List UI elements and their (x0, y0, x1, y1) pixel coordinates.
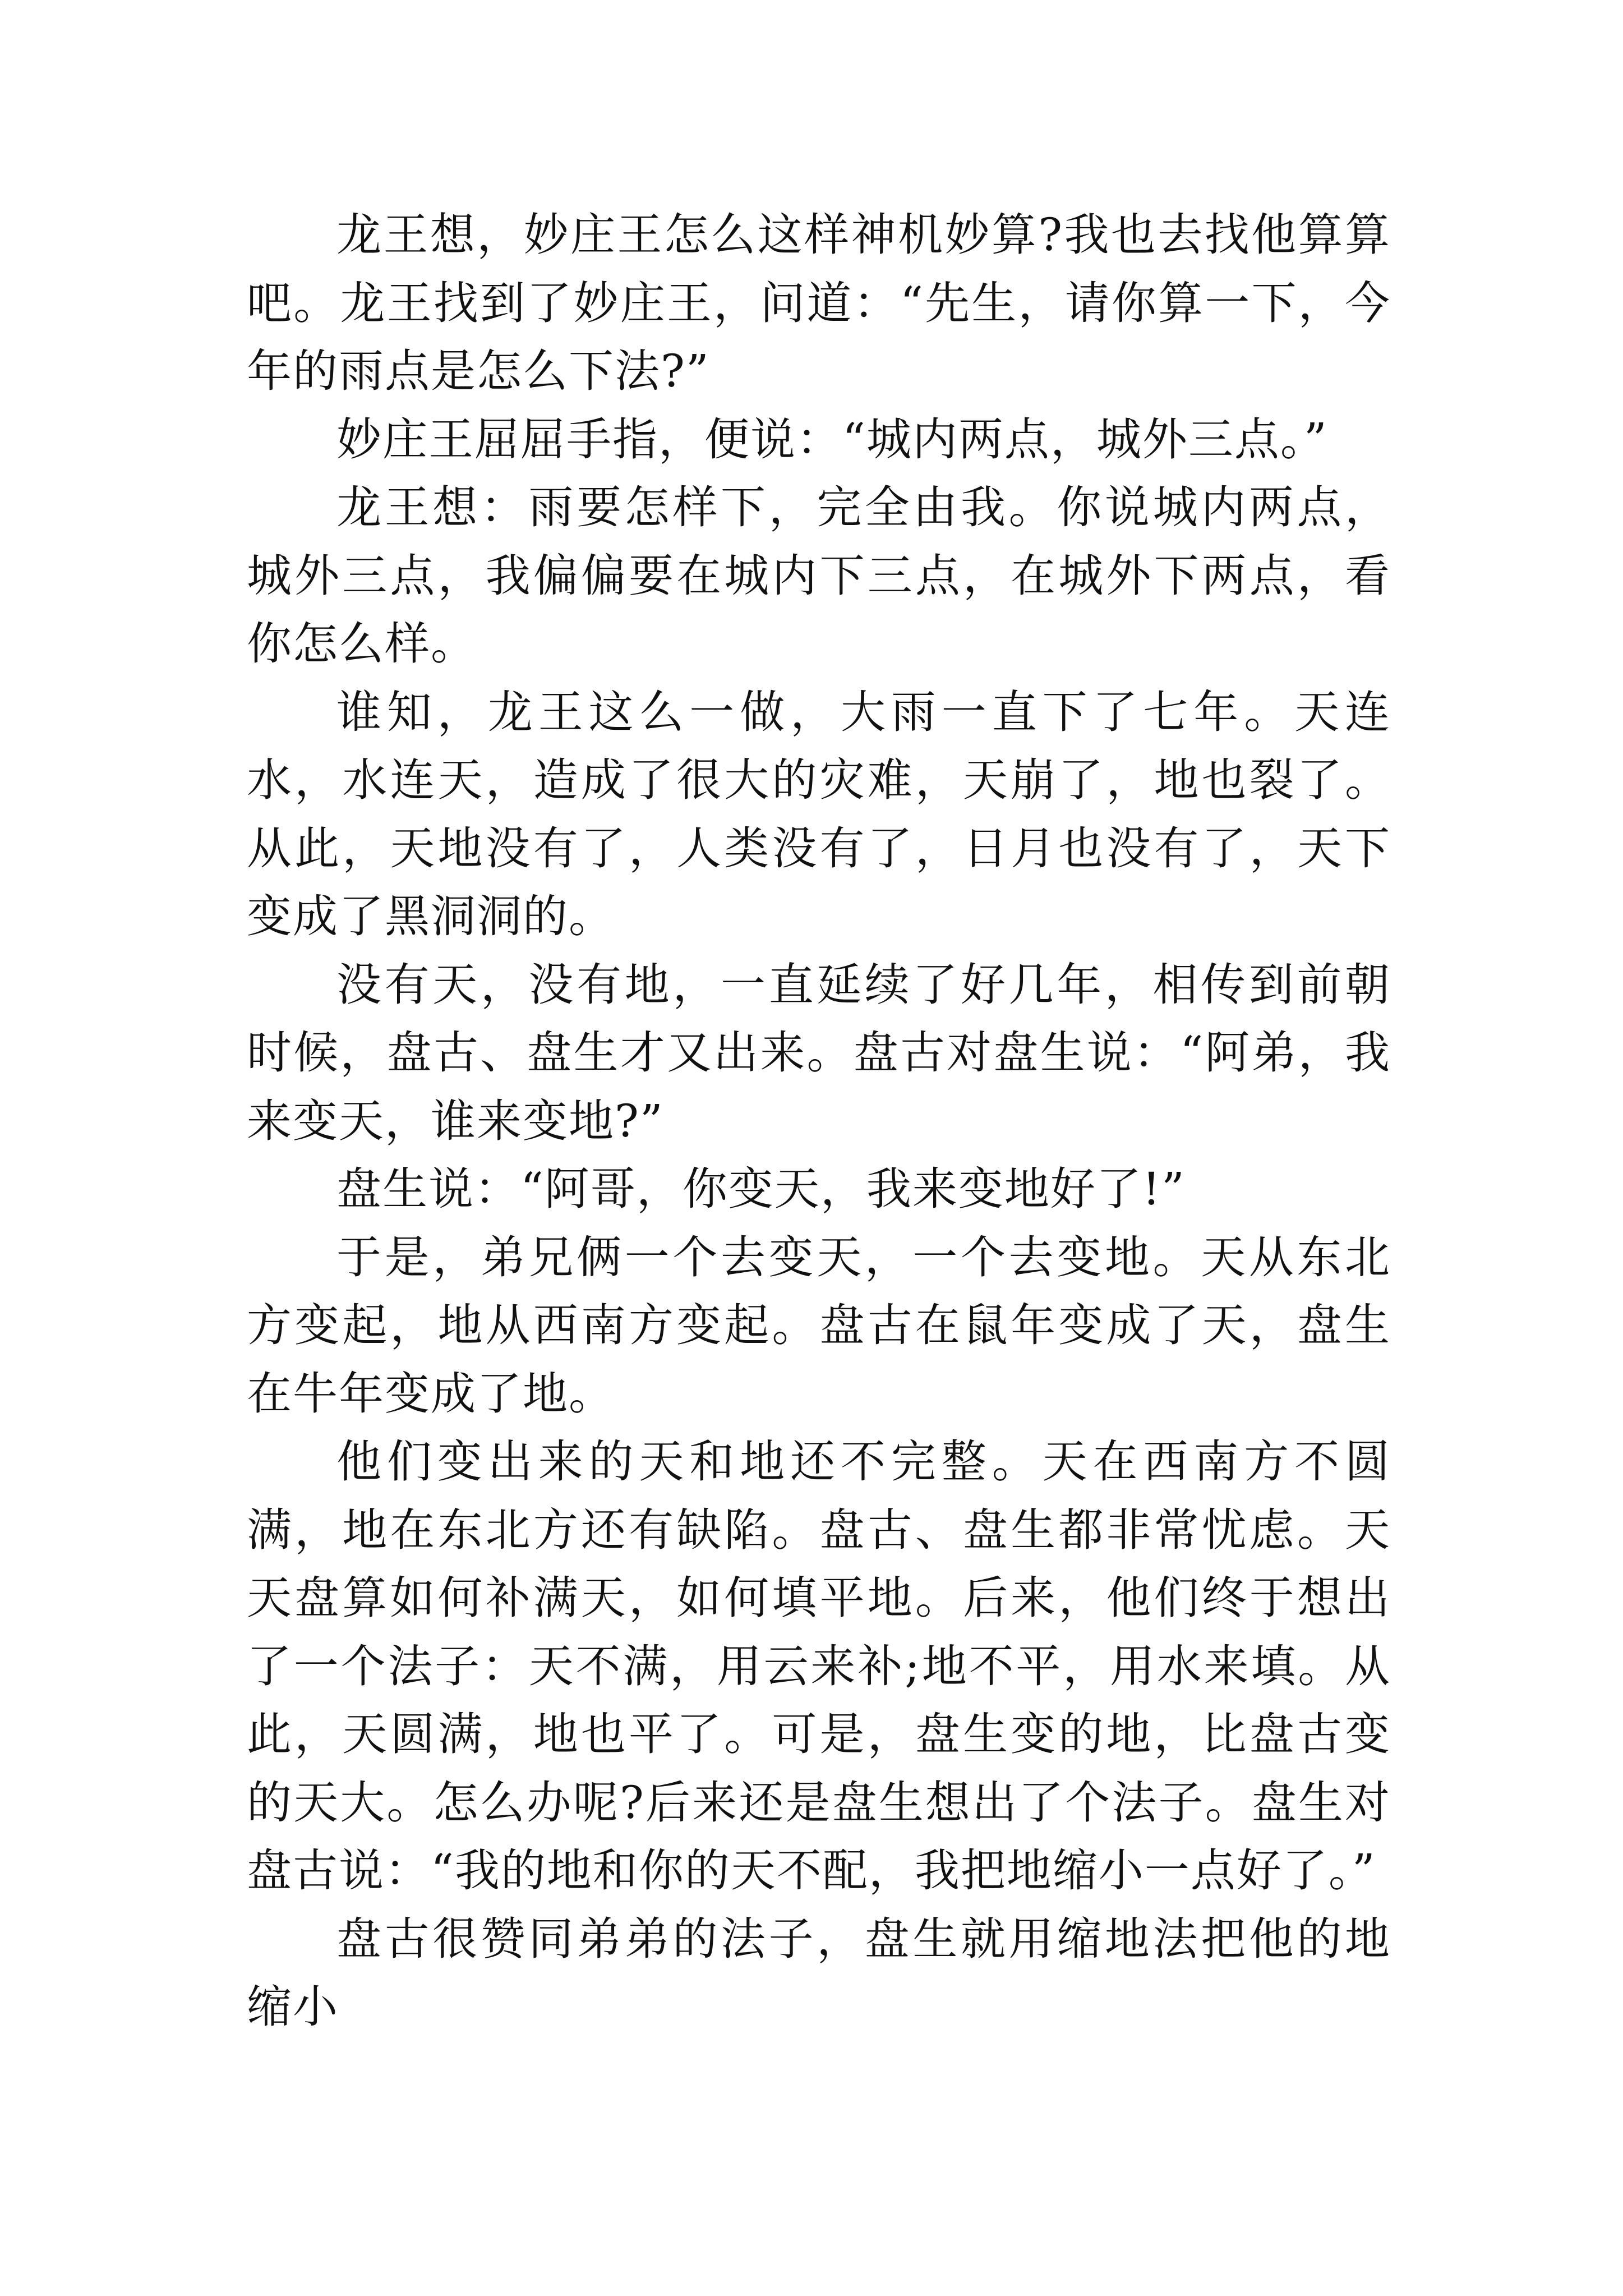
paragraph: 龙王想：雨要怎样下，完全由我。你说城内两点，城外三点，我偏偏要在城内下三点，在城外下两点，看你怎么样。 (247, 481, 1391, 670)
body-text (247, 201, 1391, 2041)
paragraph: 于是，弟兄俩一个去变天，一个去变地。天从东北方变起，地从西南方变起。盘古在鼠年变成了天，盘生在牛年变成了地。 (247, 1231, 1391, 1420)
paragraph: 盘生说：“阿哥，你变天，我来变地好了!” (336, 1163, 1186, 1215)
paragraph: 谁知，龙王这么一做，大雨一直下了七年。天连水，水连天，造成了很大的灾难，天崩了，地也裂了。从此，天地没有了，人类没有了，日月也没有了，天下变成了黑洞洞的。 (247, 685, 1391, 942)
paragraph: 妙庄王屈屈手指，便说：“城内两点，城外三点。” (336, 413, 1328, 466)
paragraph: 龙王想，妙庄王怎么这样神机妙算?我也去找他算算吧。龙王找到了妙庄王，问道：“先生，请你算一下，今年的雨点是怎么下法?” (247, 209, 1391, 397)
paragraph: 盘古很赞同弟弟的法子，盘生就用缩地法把他的地缩小 (247, 1912, 1391, 2033)
paragraph: 他们变出来的天和地还不完整。天在西南方不圆满，地在东北方还有缺陷。盘古、盘生都非常忧虑。天天盘算如何补满天，如何填平地。后来，他们终于想出了一个法子：天不满，用云来补;地不平，用水来填。从此，天圆满，地也平了。可是，盘生变的地，比盘古变的天大。怎么办呢?后来还是盘生想出了个法子。盘生对盘古说：“我的地和你的天不配，我把地缩小一点好了。” (247, 1435, 1391, 1897)
paragraph: 没有天，没有地，一直延续了好几年，相传到前朝时候，盘古、盘生才又出来。盘古对盘生说：“阿弟，我来变天，谁来变地?” (247, 958, 1391, 1147)
